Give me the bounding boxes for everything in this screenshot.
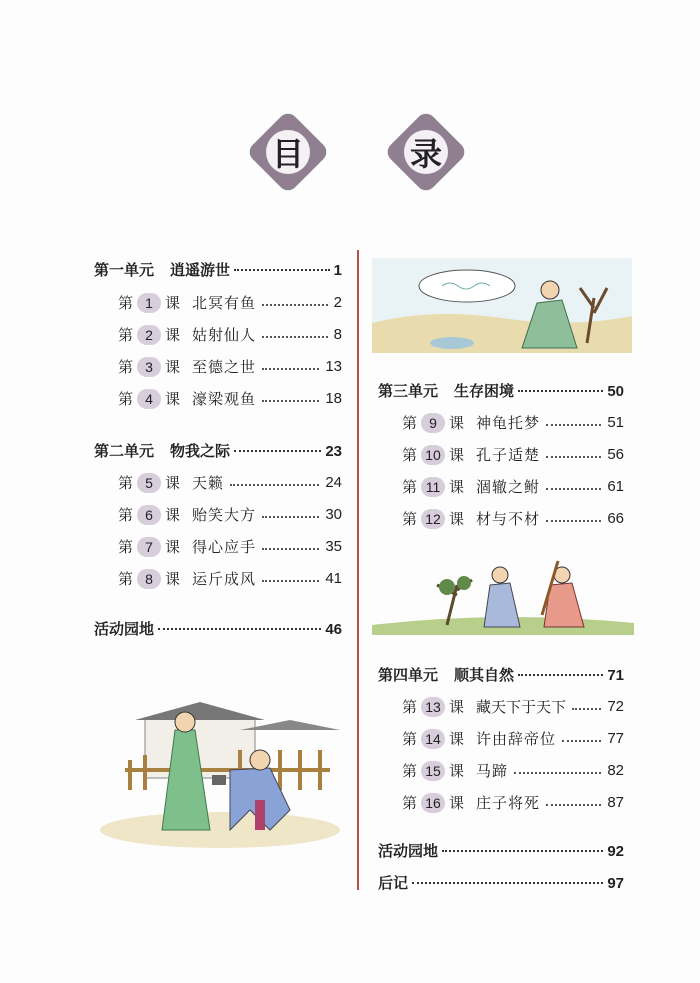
lesson-title: 运斤成风 <box>192 570 257 588</box>
lesson-suffix: 课 <box>449 762 465 780</box>
lesson-page: 77 <box>607 730 624 747</box>
lesson-prefix: 第 <box>402 698 418 716</box>
afterword-label: 后记 <box>378 874 409 892</box>
lesson-page: 2 <box>333 294 342 311</box>
lesson-title: 得心应手 <box>192 538 257 556</box>
lesson-number-badge: 15 <box>421 761 445 781</box>
lesson-suffix: 课 <box>449 794 465 812</box>
lesson-title: 北冥有鱼 <box>192 294 257 312</box>
lesson-row[interactable] <box>402 696 624 717</box>
lesson-page: 51 <box>607 414 624 431</box>
unit-3-row[interactable] <box>378 380 624 401</box>
lesson-prefix: 第 <box>118 538 134 556</box>
lesson-title: 孔子适楚 <box>476 446 541 464</box>
lesson-suffix: 课 <box>165 294 181 312</box>
lesson-row[interactable] <box>118 356 342 377</box>
lesson-number-badge: 11 <box>421 477 445 497</box>
lesson-title: 庄子将死 <box>476 794 541 812</box>
lesson-row[interactable] <box>402 444 624 465</box>
lesson-row[interactable] <box>118 292 342 313</box>
lesson-prefix: 第 <box>402 446 418 464</box>
lesson-suffix: 课 <box>449 446 465 464</box>
lesson-title: 濠梁观鱼 <box>192 390 257 408</box>
lesson-number-badge: 9 <box>421 413 445 433</box>
unit-page: 23 <box>325 443 342 460</box>
lesson-page: 41 <box>325 570 342 587</box>
lesson-suffix: 课 <box>449 478 465 496</box>
lesson-prefix: 第 <box>402 478 418 496</box>
lesson-row[interactable] <box>402 792 624 813</box>
lesson-suffix: 课 <box>165 506 181 524</box>
unit-1-row[interactable] <box>94 259 342 280</box>
unit-label: 第二单元 <box>94 442 155 460</box>
lesson-row[interactable] <box>118 472 342 493</box>
lesson-row[interactable] <box>118 536 342 557</box>
unit-label: 第四单元 <box>378 666 439 684</box>
lesson-row[interactable] <box>118 388 342 409</box>
lesson-number-badge: 4 <box>137 389 161 409</box>
lesson-prefix: 第 <box>402 794 418 812</box>
lesson-number-badge: 14 <box>421 729 445 749</box>
lesson-suffix: 课 <box>165 570 181 588</box>
lesson-number-badge: 12 <box>421 509 445 529</box>
lesson-title: 天籁 <box>192 474 225 492</box>
title-diamond-left <box>244 108 332 196</box>
unit-label: 第三单元 <box>378 382 439 400</box>
lesson-page: 8 <box>333 326 342 343</box>
lesson-suffix: 课 <box>165 474 181 492</box>
lesson-prefix: 第 <box>118 474 134 492</box>
lesson-page: 35 <box>325 538 342 555</box>
lesson-title: 涸辙之鲋 <box>476 478 541 496</box>
lesson-title: 材与不材 <box>476 510 541 528</box>
unit-page: 50 <box>607 383 624 400</box>
lesson-suffix: 课 <box>165 390 181 408</box>
illustration-dream <box>372 258 632 353</box>
unit-label: 第一单元 <box>94 261 155 279</box>
title-diamond-right <box>382 108 470 196</box>
lesson-suffix: 课 <box>165 538 181 556</box>
lesson-suffix: 课 <box>449 698 465 716</box>
lesson-page: 66 <box>607 510 624 527</box>
lesson-row[interactable] <box>402 508 624 529</box>
activity-page: 92 <box>607 843 624 860</box>
lesson-page: 72 <box>607 698 624 715</box>
lesson-number-badge: 7 <box>137 537 161 557</box>
lesson-number-badge: 8 <box>137 569 161 589</box>
lesson-number-badge: 13 <box>421 697 445 717</box>
unit-name: 逍遥游世 <box>170 261 231 279</box>
lesson-page: 87 <box>607 794 624 811</box>
lesson-prefix: 第 <box>118 506 134 524</box>
lesson-prefix: 第 <box>402 730 418 748</box>
unit-name: 顺其自然 <box>454 666 515 684</box>
lesson-number-badge: 5 <box>137 473 161 493</box>
lesson-suffix: 课 <box>449 414 465 432</box>
unit-2-row[interactable] <box>94 440 342 461</box>
lesson-page: 24 <box>325 474 342 491</box>
activity-row-right[interactable] <box>378 840 624 861</box>
lesson-title: 神龟托梦 <box>476 414 541 432</box>
lesson-row[interactable] <box>402 728 624 749</box>
lesson-title: 姑射仙人 <box>192 326 257 344</box>
lesson-suffix: 课 <box>449 510 465 528</box>
lesson-prefix: 第 <box>402 510 418 528</box>
lesson-prefix: 第 <box>402 762 418 780</box>
lesson-number-badge: 10 <box>421 445 445 465</box>
title-char-1: 目 <box>266 130 310 174</box>
activity-row-left[interactable] <box>94 618 342 639</box>
lesson-page: 13 <box>325 358 342 375</box>
lesson-prefix: 第 <box>118 390 134 408</box>
lesson-prefix: 第 <box>118 570 134 588</box>
illustration-confucius <box>372 555 634 635</box>
illustration-carpenter <box>100 690 345 850</box>
lesson-number-badge: 6 <box>137 505 161 525</box>
lesson-prefix: 第 <box>402 414 418 432</box>
unit-page: 71 <box>607 667 624 684</box>
lesson-title: 至德之世 <box>192 358 257 376</box>
lesson-row[interactable] <box>402 476 624 497</box>
lesson-suffix: 课 <box>165 326 181 344</box>
title-char-2: 录 <box>404 130 448 174</box>
lesson-row[interactable] <box>118 504 342 525</box>
lesson-title: 许由辞帝位 <box>476 730 557 748</box>
lesson-number-badge: 2 <box>137 325 161 345</box>
unit-page: 1 <box>333 262 342 279</box>
column-divider <box>357 250 359 890</box>
afterword-page: 97 <box>607 875 624 892</box>
unit-name: 物我之际 <box>170 442 231 460</box>
activity-label: 活动园地 <box>94 620 155 638</box>
activity-label: 活动园地 <box>378 842 439 860</box>
lesson-row[interactable] <box>118 324 342 345</box>
lesson-page: 30 <box>325 506 342 523</box>
lesson-title: 藏天下于天下 <box>476 698 567 716</box>
lesson-title: 马蹄 <box>476 762 509 780</box>
lesson-number-badge: 1 <box>137 293 161 313</box>
lesson-row[interactable] <box>118 568 342 589</box>
lesson-prefix: 第 <box>118 326 134 344</box>
lesson-title: 贻笑大方 <box>192 506 257 524</box>
lesson-prefix: 第 <box>118 294 134 312</box>
lesson-page: 61 <box>607 478 624 495</box>
lesson-number-badge: 16 <box>421 793 445 813</box>
unit-4-row[interactable] <box>378 664 624 685</box>
lesson-page: 82 <box>607 762 624 779</box>
lesson-number-badge: 3 <box>137 357 161 377</box>
lesson-row[interactable] <box>402 412 624 433</box>
lesson-suffix: 课 <box>449 730 465 748</box>
lesson-page: 18 <box>325 390 342 407</box>
lesson-page: 56 <box>607 446 624 463</box>
afterword-row[interactable] <box>378 872 624 893</box>
lesson-suffix: 课 <box>165 358 181 376</box>
unit-name: 生存困境 <box>454 382 515 400</box>
lesson-prefix: 第 <box>118 358 134 376</box>
activity-page: 46 <box>325 621 342 638</box>
lesson-row[interactable] <box>402 760 624 781</box>
